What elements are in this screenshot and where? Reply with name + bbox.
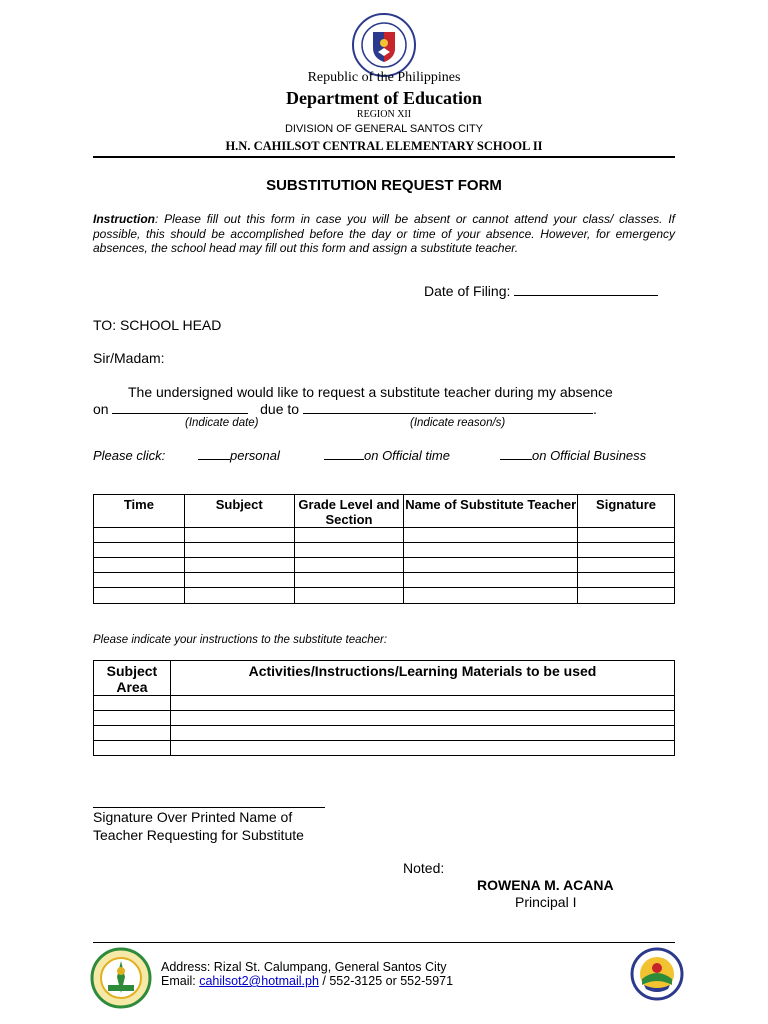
due-to-label: due to [260,401,300,417]
region-line: REGION XII [356,109,412,120]
option-personal[interactable] [198,448,280,463]
table-cell[interactable] [294,558,404,573]
table-cell[interactable] [94,741,171,756]
table-cell[interactable] [578,528,675,543]
table-cell[interactable] [404,558,578,573]
signature-line[interactable] [93,807,325,808]
table-cell[interactable] [294,543,404,558]
please-click-label: Please click: [93,448,166,463]
option-official-time[interactable] [324,448,450,463]
table-cell[interactable] [404,528,578,543]
table-cell[interactable] [578,573,675,588]
signature-caption-1: Signature Over Printed Name of [93,809,293,825]
on-due-to-line [93,401,597,417]
school-name: H.N. CAHILSOT CENTRAL ELEMENTARY SCHOOL II [225,139,543,153]
option-official-business-checkline[interactable] [500,448,532,460]
table-cell[interactable] [94,543,185,558]
option-official-business-label: on Official Business [532,448,647,463]
table-cell[interactable] [184,558,294,573]
instructions-prompt: Please indicate your instructions to the substitute teacher: [93,634,388,646]
request-line: The undersigned would like to request a substitute teacher during my absence [128,384,613,400]
school-logo-left [90,947,152,1009]
table-row [94,543,675,558]
principal-position: Principal I [515,894,577,910]
table-row [94,588,675,604]
option-official-time-checkline[interactable] [324,448,364,460]
school-logo-right [630,947,684,1001]
department-title: Department of Education [286,88,482,108]
table-cell[interactable] [404,588,578,604]
form-title: SUBSTITUTION REQUEST FORM [266,177,502,194]
indicate-date-hint: (Indicate date) [185,417,259,429]
footer-contact [161,974,453,988]
deped-seal-logo [351,12,417,78]
date-of-filing-label: Date of Filing: [424,283,511,299]
table-cell[interactable] [294,573,404,588]
salutation: Sir/Madam: [93,350,165,366]
footer-divider [93,942,675,943]
instruction-text: : Please fill out this form in case you will be absent or cannot attend your class/ classes. If possible, this should be accomplished before the day or time of your absence. However, for emergency absences, the school head may fill out this form and assign a substitute teacher. [93,212,675,255]
option-official-time-label: on Official time [364,448,450,463]
principal-name: ROWENA M. ACANA [477,877,614,893]
table-row [94,528,675,543]
table-cell[interactable] [578,588,675,604]
table-cell[interactable] [184,588,294,604]
date-of-filing-field[interactable] [514,283,658,296]
header-signature: Signature [578,495,675,528]
option-personal-label: personal [230,448,280,463]
header-grade-level-section: Grade Level and Section [294,495,404,528]
table-cell[interactable] [294,528,404,543]
instruction-paragraph [93,212,675,256]
table-cell[interactable] [404,543,578,558]
table-row [94,726,675,741]
table-row [94,696,675,711]
on-label: on [93,401,109,417]
table-cell[interactable] [94,588,185,604]
table-cell[interactable] [184,528,294,543]
table-cell[interactable] [578,558,675,573]
table-cell[interactable] [94,696,171,711]
table-cell[interactable] [94,528,185,543]
table-cell[interactable] [184,573,294,588]
to-line: TO: SCHOOL HEAD [93,317,222,333]
footer-address: Address: Rizal St. Calumpang, General Santos City [161,960,447,974]
table-row [94,741,675,756]
table-row [94,711,675,726]
schedule-table [93,494,675,604]
indicate-reason-hint: (Indicate reason/s) [410,417,506,429]
table-cell[interactable] [94,711,171,726]
absence-reason-field[interactable] [303,401,593,414]
table-cell[interactable] [170,741,674,756]
email-label: Email: [161,974,196,988]
table-cell[interactable] [170,711,674,726]
header-divider [93,156,675,158]
header-time: Time [94,495,185,528]
table-cell[interactable] [94,726,171,741]
table-cell[interactable] [170,726,674,741]
signature-caption-2: Teacher Requesting for Substitute [93,827,304,843]
header-substitute-name: Name of Substitute Teacher [404,495,578,528]
absence-date-field[interactable] [112,401,248,414]
instruction-label: Instruction [93,212,155,226]
instructions-table [93,660,675,756]
email-link[interactable]: cahilsot2@hotmail.ph [199,974,319,988]
table-cell[interactable] [404,573,578,588]
option-personal-checkline[interactable] [198,448,230,460]
option-official-business[interactable] [500,448,646,463]
republic-line: Republic of the Philippines [307,70,461,85]
header-subject: Subject [184,495,294,528]
header-subject-area: Subject Area [94,661,171,696]
noted-label: Noted: [403,860,445,876]
division-line: DIVISION OF GENERAL SANTOS CITY [284,123,484,135]
table-row [94,558,675,573]
table-cell[interactable] [184,543,294,558]
table-cell[interactable] [578,543,675,558]
date-of-filing [424,283,658,299]
header-activities: Activities/Instructions/Learning Materials to be used [170,661,674,696]
table-cell[interactable] [94,558,185,573]
period: . [592,401,597,417]
table-row [94,573,675,588]
table-cell[interactable] [94,573,185,588]
footer-phones: / 552-3125 or 552-5971 [318,974,454,988]
table-cell[interactable] [294,588,404,604]
table-cell[interactable] [170,696,674,711]
